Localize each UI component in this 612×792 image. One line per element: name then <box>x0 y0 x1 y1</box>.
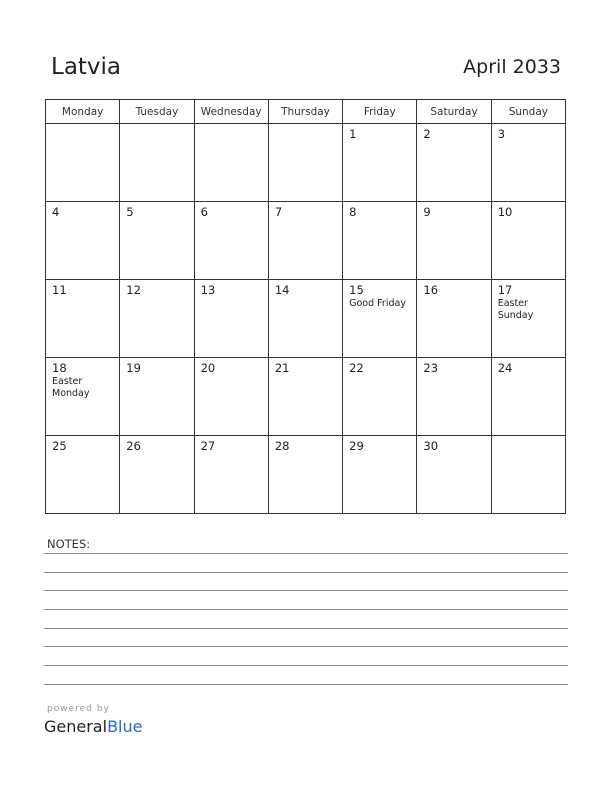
day-cell <box>46 280 120 358</box>
day-number: 19 <box>126 361 141 375</box>
country-title: Latvia <box>51 54 122 80</box>
day-number <box>195 124 268 127</box>
day-number: 10 <box>497 205 513 219</box>
day-number: 14 <box>274 283 290 297</box>
weekday-header: Sunday <box>491 100 565 124</box>
day-number: 29 <box>349 439 364 453</box>
week-row <box>46 202 566 280</box>
day-number: 16 <box>423 283 439 297</box>
day-number <box>492 436 565 439</box>
day-cell <box>491 358 565 436</box>
day-cell <box>46 358 120 436</box>
weekday-header: Saturday <box>417 100 491 124</box>
note-line <box>44 628 568 629</box>
day-number: 8 <box>349 205 357 219</box>
day-cell <box>417 202 491 280</box>
day-cell <box>417 124 491 202</box>
day-cell <box>46 124 120 202</box>
week-row <box>46 436 566 514</box>
day-number: 21 <box>274 361 290 375</box>
day-number: 27 <box>200 439 216 453</box>
day-number: 1 <box>349 127 357 141</box>
day-number: 25 <box>52 439 67 453</box>
day-cell <box>268 124 342 202</box>
day-cell <box>120 358 194 436</box>
day-cell <box>343 436 417 514</box>
day-number: 17 <box>497 283 513 297</box>
day-cell <box>491 202 565 280</box>
day-cell <box>343 358 417 436</box>
week-row <box>46 358 566 436</box>
day-number: 23 <box>423 361 439 375</box>
day-number: 13 <box>200 283 216 297</box>
day-cell <box>343 280 417 358</box>
day-cell <box>491 280 565 358</box>
day-cell <box>268 358 342 436</box>
weekday-header: Tuesday <box>120 100 194 124</box>
day-number <box>46 124 119 127</box>
week-row <box>46 124 566 202</box>
note-line <box>44 684 568 685</box>
weekday-header: Wednesday <box>194 100 268 124</box>
day-cell <box>417 358 491 436</box>
day-number: 12 <box>126 283 141 297</box>
day-cell <box>268 280 342 358</box>
brand-logo[interactable] <box>44 717 142 736</box>
note-line <box>44 609 568 610</box>
day-cell <box>343 202 417 280</box>
day-number <box>120 124 193 127</box>
day-number: 5 <box>126 205 134 219</box>
day-cell <box>46 202 120 280</box>
day-cell <box>194 202 268 280</box>
note-line <box>44 646 568 647</box>
day-number: 18 <box>52 361 67 375</box>
weekday-header-row <box>46 100 566 124</box>
holiday-label: Easter Monday <box>52 376 90 399</box>
day-cell <box>194 436 268 514</box>
day-number: 4 <box>52 205 60 219</box>
day-cell <box>417 436 491 514</box>
day-number: 28 <box>274 439 290 453</box>
day-cell <box>343 124 417 202</box>
day-number: 3 <box>497 127 506 141</box>
day-number: 20 <box>200 361 216 375</box>
day-cell <box>120 280 194 358</box>
day-cell <box>268 202 342 280</box>
day-number: 2 <box>423 127 431 141</box>
day-number: 6 <box>200 205 208 219</box>
weekday-header: Monday <box>46 100 120 124</box>
day-cell <box>491 436 565 514</box>
day-cell <box>268 436 342 514</box>
notes-label: NOTES: <box>47 537 91 551</box>
weekday-header: Thursday <box>268 100 342 124</box>
brand-logo-general: General <box>44 717 108 736</box>
powered-by-text: powered by <box>47 704 110 714</box>
holiday-label: Easter Sunday <box>497 298 534 321</box>
note-line <box>44 572 568 573</box>
day-number <box>269 124 342 127</box>
brand-logo-blue: Blue <box>107 717 143 736</box>
day-cell <box>491 124 565 202</box>
day-cell <box>194 280 268 358</box>
day-cell <box>194 358 268 436</box>
holiday-label: Good Friday <box>349 298 406 309</box>
day-cell <box>120 124 194 202</box>
day-number: 26 <box>126 439 141 453</box>
day-cell <box>46 436 120 514</box>
month-year-title: April 2033 <box>463 56 561 78</box>
day-number: 9 <box>423 205 431 219</box>
day-number: 22 <box>349 361 364 375</box>
note-line <box>44 665 568 666</box>
day-number: 7 <box>274 205 283 219</box>
day-cell <box>120 436 194 514</box>
day-cell <box>120 202 194 280</box>
day-number: 30 <box>423 439 439 453</box>
week-row <box>46 280 566 358</box>
day-cell <box>194 124 268 202</box>
day-number: 24 <box>497 361 513 375</box>
note-line <box>44 553 568 554</box>
day-cell <box>417 280 491 358</box>
weekday-header: Friday <box>343 100 417 124</box>
day-number: 15 <box>349 283 364 297</box>
day-number: 11 <box>52 283 67 297</box>
calendar-grid <box>45 99 566 514</box>
note-line <box>44 590 568 591</box>
